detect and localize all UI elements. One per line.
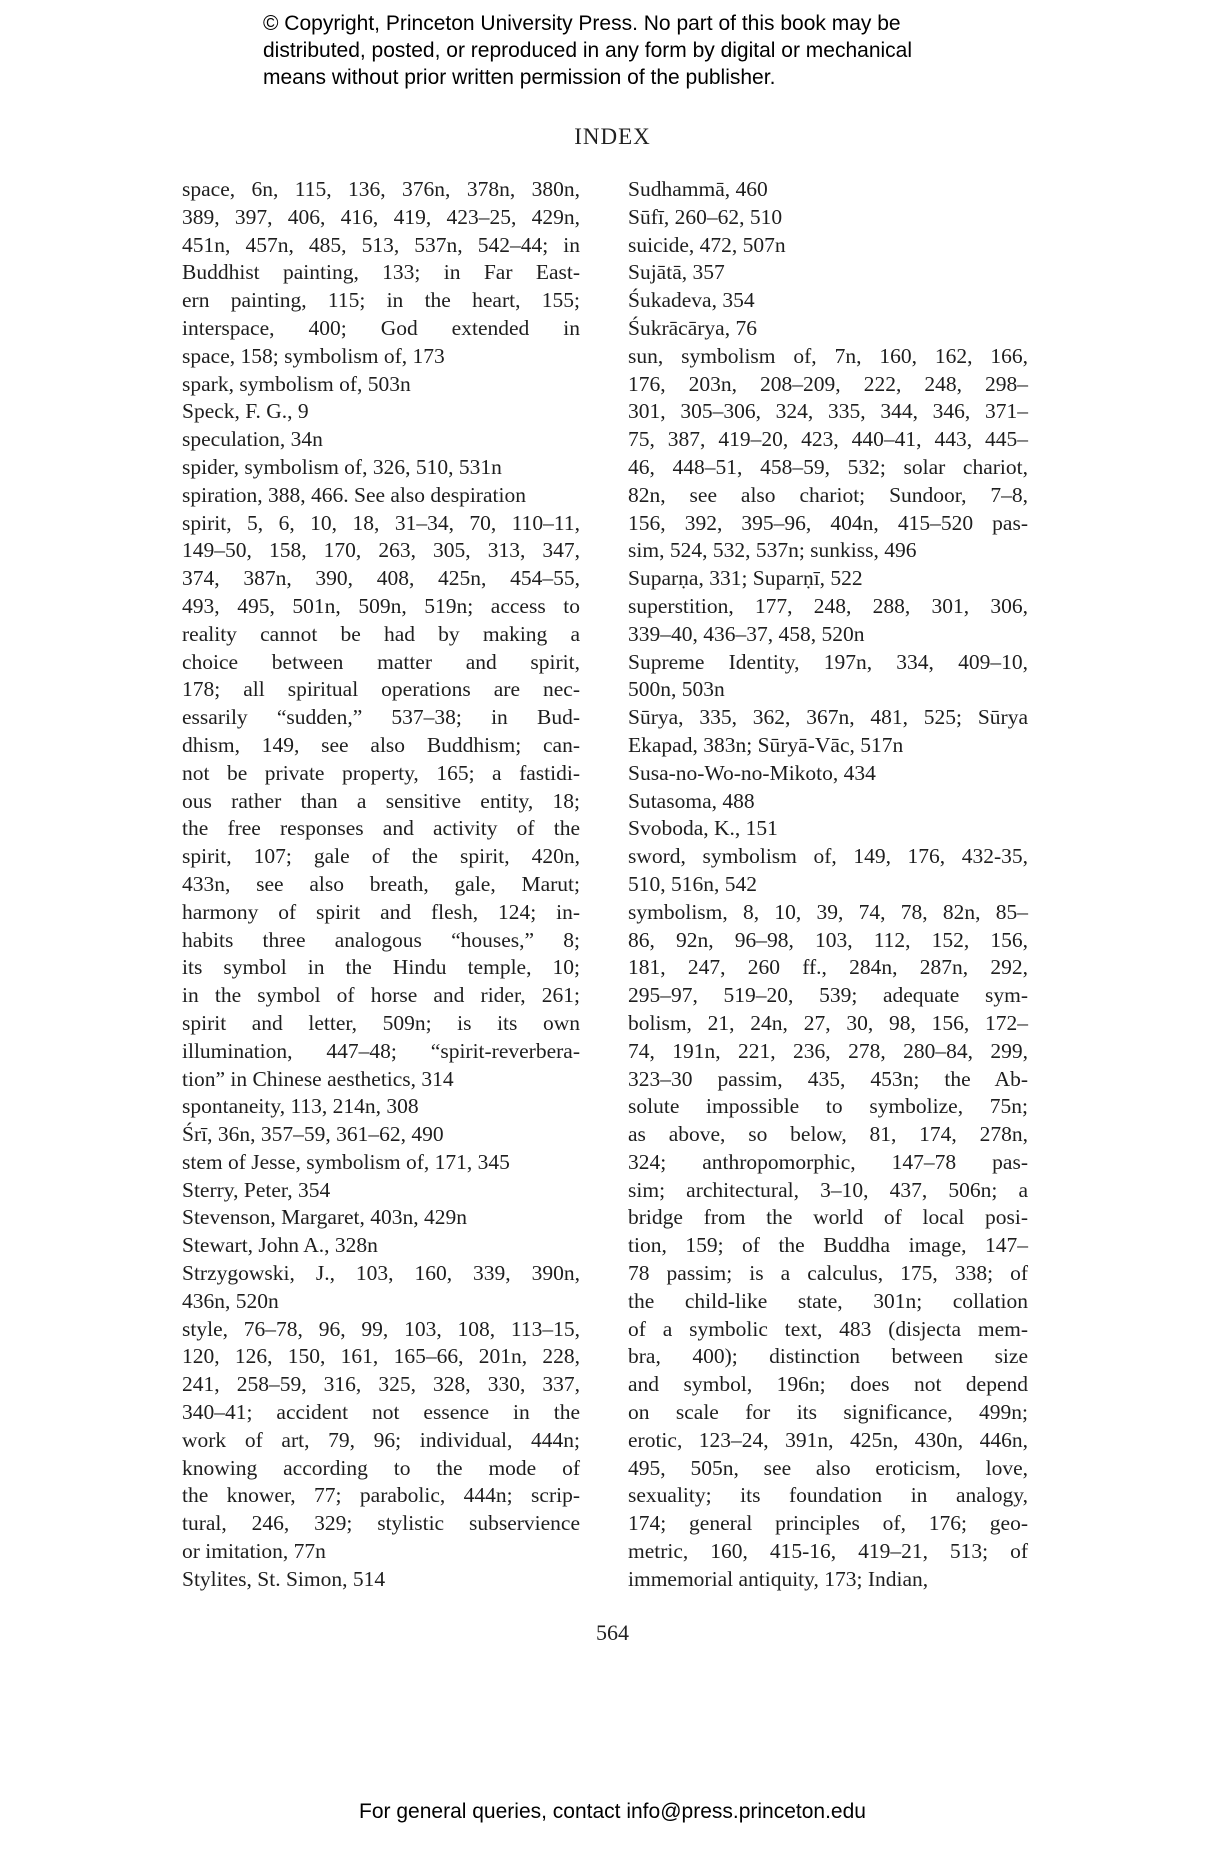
index-entry [182,1566,580,1594]
index-entry-line: symbolism, 8, 10, 39, 74, 78, 82n, 85– [628,899,1028,924]
index-entry [628,204,1028,232]
index-entry [628,565,1028,593]
index-entry-line: stem of Jesse, symbolism of, 171, 345 [182,1149,510,1174]
index-entry-line: space, 158; symbolism of, 173 [182,343,445,368]
page-number: 564 [596,1620,629,1645]
index-entry-line: 295–97, 519–20, 539; adequate sym- [628,983,1028,1008]
index-entry-line: its symbol in the Hindu temple, 10; [182,955,580,980]
index-entry [628,760,1028,788]
index-entry-line: metric, 160, 415-16, 419–21, 513; of [628,1539,1028,1564]
index-entry-line: Śukrācārya, 76 [628,315,757,340]
index-entry [182,426,580,454]
index-entry [182,398,580,426]
index-entry [628,649,1028,705]
index-entry-line: Stevenson, Margaret, 403n, 429n [182,1205,468,1230]
index-entry [182,1121,580,1149]
index-entry-line: superstition, 177, 248, 288, 301, 306, [628,593,1028,618]
index-entry-line: Suparṇa, 331; Suparṇī, 522 [628,566,863,591]
index-entry-line: 324; anthropomorphic, 147–78 pas- [628,1149,1028,1174]
index-entry-line: Stylites, St. Simon, 514 [182,1566,386,1591]
index-entry-line: tion” in Chinese aesthetics, 314 [182,1066,454,1091]
index-entry-line: Śrī, 36n, 357–59, 361–62, 490 [182,1122,444,1147]
index-entry-line: tion, 159; of the Buddha image, 147– [628,1233,1028,1258]
index-entry-line: the child-like state, 301n; collation [628,1288,1028,1313]
index-entry-line: harmony of spirit and flesh, 124; in- [182,899,580,924]
index-entry-line: 374, 387n, 390, 408, 425n, 454–55, [182,566,580,591]
index-entry-line: or imitation, 77n [182,1539,326,1564]
index-column-right [628,176,1028,1594]
index-entry-line: choice between matter and spirit, [182,649,580,674]
index-entry-line: 500n, 503n [628,677,725,702]
index-entry [628,788,1028,816]
index-entry-line: illumination, 447–48; “spirit-reverbera- [182,1038,580,1063]
index-entry-line: ous rather than a sensitive entity, 18; [182,788,580,813]
index-entry [628,343,1028,565]
index-entry-line: Sujātā, 357 [628,260,725,285]
index-entry-line: 178; all spiritual operations are nec- [182,677,580,702]
page-title: INDEX [574,124,651,149]
index-entry-line: dhism, 149, see also Buddhism; can- [182,732,580,757]
index-entry-line: bridge from the world of local posi- [628,1205,1028,1230]
index-entry-line: Sūrya, 335, 362, 367n, 481, 525; Sūrya [628,705,1028,730]
index-entry-line: Sterry, Peter, 354 [182,1177,331,1202]
index-entry-line: and symbol, 196n; does not depend [628,1372,1028,1397]
index-entry [628,843,1028,899]
index-entry-line: suicide, 472, 507n [628,232,786,257]
index-entry-line: style, 76–78, 96, 99, 103, 108, 113–15, [182,1316,580,1341]
index-entry-line: 339–40, 436–37, 458, 520n [628,621,865,646]
index-entry-line: sun, symbolism of, 7n, 160, 162, 166, [628,343,1028,368]
index-entry [628,815,1028,843]
index-entry-line: ern painting, 115; in the heart, 155; [182,288,580,313]
index-entry-line: 149–50, 158, 170, 263, 305, 313, 347, [182,538,580,563]
index-entry-line: bra, 400); distinction between size [628,1344,1028,1369]
index-entry-line: 78 passim; is a calculus, 175, 338; of [628,1261,1028,1286]
index-entry [182,1204,580,1232]
index-entry-line: knowing according to the mode of [182,1455,580,1480]
index-entry-line: tural, 246, 329; stylistic subservience [182,1511,580,1536]
index-entry-line: Buddhist painting, 133; in Far East- [182,260,580,285]
index-entry [182,1232,580,1260]
index-entry [628,259,1028,287]
footer-contact: For general queries, contact info@press.princeton.edu [359,1800,866,1823]
index-entry-line: 82n, see also chariot; Sundoor, 7–8, [628,482,1028,507]
index-entry-line: essarily “sudden,” 537–38; in Bud- [182,705,580,730]
index-entry [182,454,580,482]
index-entry-line: space, 6n, 115, 136, 376n, 378n, 380n, [182,177,580,201]
index-entry-line: 174; general principles of, 176; geo- [628,1511,1028,1536]
index-entry [628,899,1028,1594]
index-entry-line: Speck, F. G., 9 [182,399,309,424]
index-entry-line: 340–41; accident not essence in the [182,1400,580,1425]
index-entry [182,1149,580,1177]
index-entry-line: 323–30 passim, 435, 453n; the Ab- [628,1066,1028,1091]
index-entry-line: as above, so below, 81, 174, 278n, [628,1122,1028,1147]
index-entry-line: spirit, 5, 6, 10, 18, 31–34, 70, 110–11, [182,510,580,535]
index-entry-line: not be private property, 165; a fastidi- [182,760,580,785]
index-entry-line: Svoboda, K., 151 [628,816,778,841]
index-entry-line: habits three analogous “houses,” 8; [182,927,580,952]
index-entry [182,1093,580,1121]
index-entry [628,315,1028,343]
index-entry [628,704,1028,760]
index-entry-line: 433n, see also breath, gale, Marut; [182,871,580,896]
index-entry-line: solute impossible to symbolize, 75n; [628,1094,1028,1119]
index-entry-line: speculation, 34n [182,427,323,452]
index-entry [182,510,580,1094]
index-entry-line: 451n, 457n, 485, 513, 537n, 542–44; in [182,232,580,257]
index-entry-line: 510, 516n, 542 [628,871,757,896]
index-entry-line: sexuality; its foundation in analogy, [628,1483,1028,1508]
index-entry-line: spontaneity, 113, 214n, 308 [182,1094,419,1119]
index-entry [628,593,1028,649]
index-entry-line: Strzygowski, J., 103, 160, 339, 390n, [182,1261,580,1286]
index-entry-line: 241, 258–59, 316, 325, 328, 330, 337, [182,1372,580,1397]
index-entry-line: 120, 126, 150, 161, 165–66, 201n, 228, [182,1344,580,1369]
index-column-left [182,176,580,1594]
index-entry-line: 75, 387, 419–20, 423, 440–41, 443, 445– [628,427,1028,452]
index-entry-line: 389, 397, 406, 416, 419, 423–25, 429n, [182,204,580,229]
index-entry-line: 46, 448–51, 458–59, 532; solar chariot, [628,454,1028,479]
copyright-line: means without prior written permission of the publisher. [263,66,776,89]
index-entry [182,1260,580,1316]
index-entry-line: reality cannot be had by making a [182,621,580,646]
index-entry-line: spirit and letter, 509n; is its own [182,1010,580,1035]
index-entry-line: 181, 247, 260 ff., 284n, 287n, 292, [628,955,1028,980]
index-entry [628,232,1028,260]
index-entry [182,482,580,510]
index-entry-line: 436n, 520n [182,1288,279,1313]
index-entry [182,176,580,371]
index-entry-line: sim; architectural, 3–10, 437, 506n; a [628,1177,1028,1202]
index-entry [628,176,1028,204]
index-entry-line: spider, symbolism of, 326, 510, 531n [182,454,502,479]
index-entry-line: 301, 305–306, 324, 335, 344, 346, 371– [628,399,1028,424]
index-entry-line: spark, symbolism of, 503n [182,371,411,396]
index-entry-line: erotic, 123–24, 391n, 425n, 430n, 446n, [628,1427,1028,1452]
index-entry-line: of a symbolic text, 483 (disjecta mem- [628,1316,1028,1341]
index-entry-line: sim, 524, 532, 537n; sunkiss, 496 [628,538,917,563]
index-entry-line: spiration, 388, 466. See also despiration [182,482,526,507]
index-entry-line: 493, 495, 501n, 509n, 519n; access to [182,593,580,618]
index-entry-line: Stewart, John A., 328n [182,1233,378,1258]
copyright-notice [263,10,1043,91]
index-entry-line: Supreme Identity, 197n, 334, 409–10, [628,649,1028,674]
index-entry [182,1316,580,1566]
index-entry-line: bolism, 21, 24n, 27, 30, 98, 156, 172– [628,1010,1028,1035]
index-entry-line: Śukadeva, 354 [628,288,755,313]
index-entry-line: sword, symbolism of, 149, 176, 432-35, [628,844,1028,869]
index-entry-line: 156, 392, 395–96, 404n, 415–520 pas- [628,510,1028,535]
index-entry [182,371,580,399]
index-entry-line: Sudhammā, 460 [628,177,768,201]
index-entry-line: interspace, 400; God extended in [182,315,580,340]
index-entry-line: the knower, 77; parabolic, 444n; scrip- [182,1483,580,1508]
index-entry-line: in the symbol of horse and rider, 261; [182,983,580,1008]
index-entry-line: 495, 505n, see also eroticism, love, [628,1455,1028,1480]
index-entry-line: Ekapad, 383n; Sūryā-Vāc, 517n [628,732,904,757]
copyright-line: © Copyright, Princeton University Press. No part of this book may be [263,12,901,35]
index-entry-line: on scale for its significance, 499n; [628,1400,1028,1425]
index-entry-line: work of art, 79, 96; individual, 444n; [182,1427,580,1452]
index-entry-line: the free responses and activity of the [182,816,580,841]
index-entry-line: Susa-no-Wo-no-Mikoto, 434 [628,760,876,785]
index-entry-line: 86, 92n, 96–98, 103, 112, 152, 156, [628,927,1028,952]
copyright-line: distributed, posted, or reproduced in any form by digital or mechanical [263,39,913,62]
index-entry-line: Sūfī, 260–62, 510 [628,204,783,229]
index-entry [628,287,1028,315]
index-entry-line: spirit, 107; gale of the spirit, 420n, [182,844,580,869]
index-entry-line: immemorial antiquity, 173; Indian, [628,1566,929,1591]
index-entry-line: 74, 191n, 221, 236, 278, 280–84, 299, [628,1038,1028,1063]
index-entry [182,1177,580,1205]
index-entry-line: Sutasoma, 488 [628,788,755,813]
index-entry-line: 176, 203n, 208–209, 222, 248, 298– [628,371,1028,396]
